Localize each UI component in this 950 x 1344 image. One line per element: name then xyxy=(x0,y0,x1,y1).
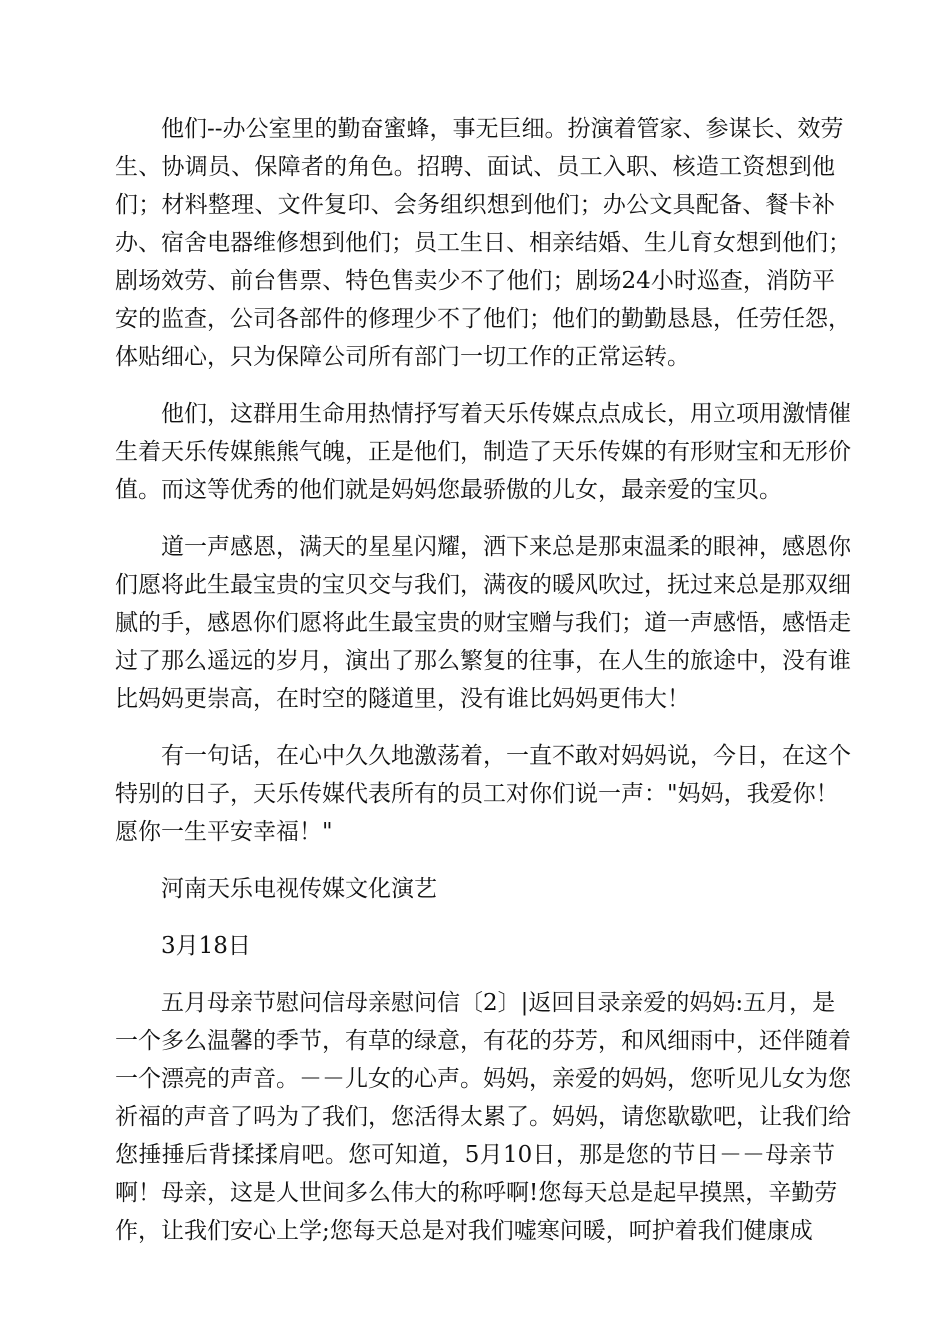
text-line: 一个漂亮的声音。－－儿女的心声。妈妈，亲爱的妈妈，您听见儿女为您 xyxy=(115,1066,851,1092)
text-line: 安的监查，公司各部件的修理少不了他们；他们的勤勤恳恳，任劳任怨， xyxy=(115,306,851,332)
text-line: 剧场效劳、前台售票、特色售卖少不了他们；剧场24小时巡查，消防平 xyxy=(115,268,835,294)
text-line: 值。而这等优秀的他们就是妈妈您最骄傲的儿女，最亲爱的宝贝。 xyxy=(115,477,782,503)
text-line: 他们，这群用生命用热情抒写着天乐传媒点点成长，用立项用激情催 xyxy=(161,401,851,427)
text-line: 们；材料整理、文件复印、会务组织想到他们；办公文具配备、餐卡补 xyxy=(115,192,835,218)
paragraph-gratitude xyxy=(115,528,851,718)
text-line: 他们--办公室里的勤奋蜜蜂，事无巨细。扮演着管家、参谋长、效劳 xyxy=(161,116,844,142)
text-line: 过了那么遥远的岁月，演出了那么繁复的往事，在人生的旅途中，没有谁 xyxy=(115,648,851,674)
signature-date xyxy=(115,927,835,965)
text-line: 啊！母亲，这是人世间多么伟大的称呼啊!您每天总是起早摸黑，辛勤劳 xyxy=(115,1180,838,1206)
text-line: 3月18日 xyxy=(161,933,251,959)
text-line: 五月母亲节慰问信母亲慰问信〔2〕|返回目录亲爱的妈妈:五月，是 xyxy=(161,990,836,1016)
paragraph-office-staff xyxy=(115,110,851,376)
text-line: 河南天乐电视传媒文化演艺 xyxy=(161,876,437,902)
text-line: 生、协调员、保障者的角色。招聘、面试、员工入职、核造工资想到他 xyxy=(115,154,835,180)
text-line: 您捶捶后背揉揉肩吧。您可知道，5月10日，那是您的节日－－母亲节 xyxy=(115,1142,835,1168)
text-line: 祈福的声音了吗为了我们，您活得太累了。妈妈，请您歇歇吧，让我们给 xyxy=(115,1104,851,1130)
signature-organization xyxy=(115,870,835,908)
paragraph-pride xyxy=(115,395,851,509)
text-line: 道一声感恩，满天的星星闪耀，洒下来总是那束温柔的眼神，感恩你 xyxy=(161,534,851,560)
text-line: 生着天乐传媒熊熊气魄，正是他们，制造了天乐传媒的有形财宝和无形价 xyxy=(115,439,851,465)
paragraph-i-love-you xyxy=(115,737,851,851)
text-line: 办、宿舍电器维修想到他们；员工生日、相亲结婚、生儿育女想到他们； xyxy=(115,230,851,256)
text-line: 们愿将此生最宝贵的宝贝交与我们，满夜的暖风吹过，抚过来总是那双细 xyxy=(115,572,851,598)
text-line: 比妈妈更崇高，在时空的隧道里，没有谁比妈妈更伟大！ xyxy=(115,686,690,712)
text-line: 有一句话，在心中久久地激荡着，一直不敢对妈妈说，今日，在这个 xyxy=(161,743,851,769)
paragraph-mothers-day-letter xyxy=(115,984,851,1250)
text-line: 特别的日子，天乐传媒代表所有的员工对你们说一声："妈妈，我爱你！ xyxy=(115,781,839,807)
text-line: 作，让我们安心上学;您每天总是对我们嘘寒问暖，呵护着我们健康成 xyxy=(115,1218,813,1244)
document-page xyxy=(115,110,851,1269)
text-line: 体贴细心，只为保障公司所有部门一切工作的正常运转。 xyxy=(115,344,690,370)
text-line: 愿你一生平安幸福！" xyxy=(115,819,333,845)
text-line: 一个多么温馨的季节，有草的绿意，有花的芬芳，和风细雨中，还伴随着 xyxy=(115,1028,851,1054)
text-line: 腻的手，感恩你们愿将此生最宝贵的财宝赠与我们；道一声感悟，感悟走 xyxy=(115,610,851,636)
